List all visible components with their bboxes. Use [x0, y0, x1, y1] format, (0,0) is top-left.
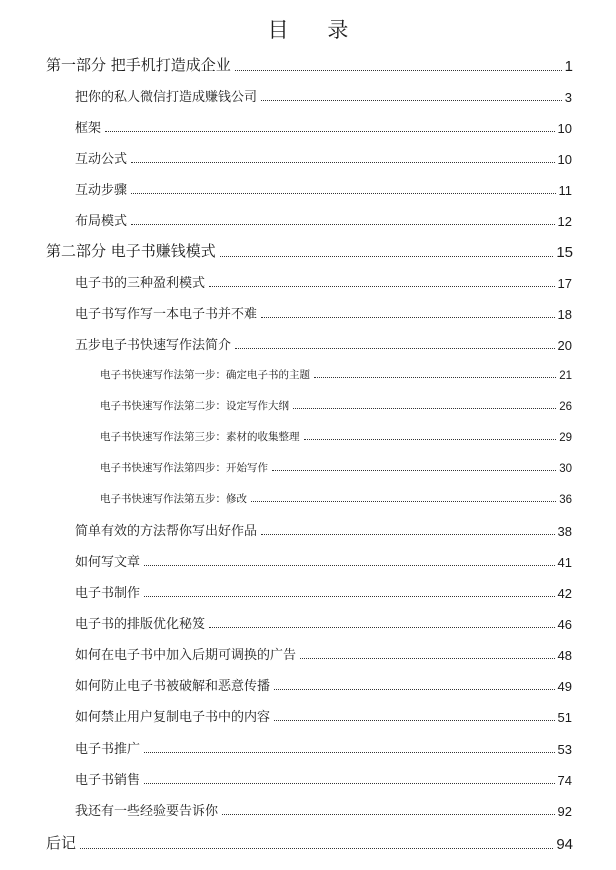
toc-entry[interactable]	[75, 303, 572, 322]
toc-subentry[interactable]	[100, 460, 572, 475]
dot-leader	[304, 439, 557, 440]
toc-entry-label: 电子书快速写作法第四步：开始写作	[100, 462, 268, 474]
toc-entry-page: 53	[557, 742, 572, 757]
dot-leader	[144, 596, 555, 597]
toc-entry-label: 电子书的排版优化秘笈	[75, 617, 206, 632]
toc-entry-page: 15	[556, 244, 573, 261]
toc-entry-label: 电子书快速写作法第二步：设定写作大纲	[100, 400, 289, 412]
toc-entry-page: 10	[557, 121, 572, 136]
dot-leader	[272, 470, 556, 471]
toc-entry-page: 38	[557, 524, 572, 539]
toc-entry-page: 20	[557, 338, 572, 353]
toc-entry-page: 30	[559, 463, 572, 475]
toc-entry-label: 互动公式	[75, 152, 128, 167]
dot-leader	[274, 689, 555, 690]
dot-leader	[293, 408, 556, 409]
toc-entry[interactable]	[75, 551, 572, 570]
toc-entry[interactable]	[75, 272, 572, 291]
toc-entry-label: 如何防止电子书被破解和恶意传播	[75, 679, 271, 694]
dot-leader	[209, 286, 555, 287]
dot-leader	[235, 70, 562, 71]
toc-entry[interactable]	[75, 582, 572, 601]
dot-leader	[131, 193, 555, 194]
toc-subentry[interactable]	[100, 491, 572, 506]
toc-entry-label: 简单有效的方法帮你写出好作品	[75, 524, 258, 539]
dot-leader	[235, 348, 555, 349]
toc-entry[interactable]	[75, 738, 572, 757]
dot-leader	[209, 627, 555, 628]
toc-entry-page: 42	[557, 586, 572, 601]
toc-subentry[interactable]	[100, 429, 572, 444]
toc-entry-page: 17	[557, 276, 572, 291]
toc-entry-afterword[interactable]	[46, 832, 573, 853]
toc-entry[interactable]	[75, 706, 572, 725]
toc-entry-part-two[interactable]	[46, 240, 573, 261]
toc-entry[interactable]	[75, 769, 572, 788]
toc-entry-label: 如何写文章	[75, 555, 141, 570]
toc-entry[interactable]	[75, 86, 572, 105]
dot-leader	[261, 317, 555, 318]
toc-entry-label: 电子书快速写作法第三步：素材的收集整理	[100, 431, 300, 443]
toc-entry-page: 46	[557, 617, 572, 632]
toc-entry-page: 36	[559, 494, 572, 506]
toc-entry-page: 49	[557, 679, 572, 694]
page-title: 目 录	[267, 18, 365, 42]
toc-entry[interactable]	[75, 800, 572, 819]
toc-entry-label: 电子书快速写作法第五步：修改	[100, 493, 247, 505]
toc-entry[interactable]	[75, 334, 572, 353]
toc-entry-label: 如何在电子书中加入后期可调换的广告	[75, 648, 297, 663]
toc-entry-label: 电子书制作	[75, 586, 141, 601]
toc-entry-label: 电子书销售	[75, 773, 141, 788]
toc-entry-label: 电子书推广	[75, 742, 141, 757]
toc-entry-label: 布局模式	[75, 214, 128, 229]
toc-entry[interactable]	[75, 179, 572, 198]
dot-leader	[222, 814, 555, 815]
toc-entry[interactable]	[75, 644, 572, 663]
toc-entry-page: 10	[557, 152, 572, 167]
dot-leader	[220, 256, 554, 257]
toc-subentry[interactable]	[100, 367, 572, 382]
toc-entry-page: 29	[559, 432, 572, 444]
dot-leader	[314, 377, 556, 378]
toc-entry-label: 电子书写作写一本电子书并不难	[75, 307, 258, 322]
toc-entry-page: 21	[559, 370, 572, 382]
toc-entry-label: 如何禁止用户复制电子书中的内容	[75, 710, 271, 725]
toc-entry[interactable]	[75, 117, 572, 136]
toc-entry-page: 12	[557, 214, 572, 229]
toc-entry-page: 18	[557, 307, 572, 322]
toc-entry-label: 电子书快速写作法第一步：确定电子书的主题	[100, 369, 310, 381]
dot-leader	[80, 848, 553, 849]
toc-entry-page: 26	[559, 401, 572, 413]
dot-leader	[261, 100, 562, 101]
dot-leader	[144, 783, 555, 784]
toc-entry[interactable]	[75, 675, 572, 694]
toc-entry-page: 1	[564, 58, 573, 75]
toc-entry[interactable]	[75, 613, 572, 632]
dot-leader	[274, 720, 555, 721]
toc-entry-label: 我还有一些经验要告诉你	[75, 804, 219, 819]
toc-entry-page: 94	[556, 836, 573, 853]
toc-entry-label: 第二部分 电子书赚钱模式	[46, 242, 216, 260]
toc-entry-label: 后记	[46, 834, 77, 852]
toc-entry-page: 11	[558, 183, 572, 198]
toc-entry-page: 48	[557, 648, 572, 663]
dot-leader	[261, 534, 555, 535]
toc-entry-label: 互动步骤	[75, 183, 128, 198]
toc-entry-page: 92	[557, 804, 572, 819]
toc-entry-page: 41	[557, 555, 572, 570]
dot-leader	[105, 131, 555, 132]
toc-entry-label: 第一部分 把手机打造成企业	[46, 56, 231, 74]
dot-leader	[144, 565, 555, 566]
dot-leader	[300, 658, 555, 659]
toc-entry-page: 51	[557, 710, 572, 725]
toc-entry-label: 五步电子书快速写作法简介	[75, 338, 232, 353]
toc-entry-part-one[interactable]	[46, 54, 573, 75]
dot-leader	[131, 224, 555, 225]
toc-entry[interactable]	[75, 520, 572, 539]
toc-subentry[interactable]	[100, 398, 572, 413]
toc-entry[interactable]	[75, 210, 572, 229]
toc-entry-page: 3	[564, 90, 572, 105]
dot-leader	[131, 162, 555, 163]
toc-entry[interactable]	[75, 148, 572, 167]
dot-leader	[144, 752, 555, 753]
dot-leader	[251, 501, 556, 502]
toc-entry-label: 框架	[75, 121, 102, 136]
toc-entry-label: 电子书的三种盈利模式	[75, 276, 206, 291]
toc-entry-label: 把你的私人微信打造成赚钱公司	[75, 90, 258, 105]
toc-entry-page: 74	[557, 773, 572, 788]
